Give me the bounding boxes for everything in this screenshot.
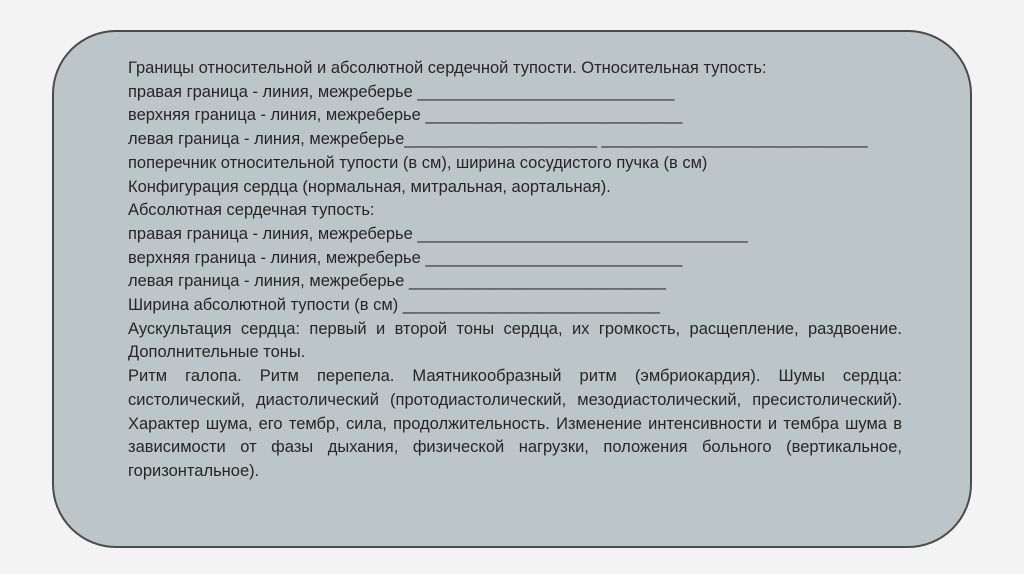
absolute-width-line: Ширина абсолютной тупости (в см) ____________________________: [128, 296, 660, 315]
relative-upper-border-line: верхняя граница - линия, межреберье ____________________________: [128, 106, 683, 125]
auscultation-paragraph: Аускультация сердца: первый и второй тоны сердца, их громкость, расщепление, раздвоение. Дополнительные тоны.: [128, 319, 902, 362]
panel-text: [128, 57, 902, 484]
diameter-line: поперечник относительной тупости (в см), ширина сосудистого пучка (в см): [128, 153, 708, 172]
absolute-left-border-line: левая граница - линия, межреберье ____________________________: [128, 272, 666, 291]
absolute-upper-border-line: верхняя граница - линия, межреберье ____________________________: [128, 248, 683, 267]
configuration-line: Конфигурация сердца (нормальная, митральная, аортальная).: [128, 177, 611, 196]
relative-dullness-heading: Границы относительной и абсолютной сердечной тупости. Относительная тупость:: [128, 59, 767, 77]
gallop-rhythm-paragraph: Ритм галопа. Ритм перепела. Маятникообразный ритм (эмбриокардия). Шумы сердца: систолический, диастолический (протодиастолический, мезодиастолический, пресистолический). Характер шума, его тембр, сила, продолжительность. Изменение интенсивности и тембра шума в зависимости от фазы дыхания, физической нагрузки, положения больного (вертикальное, горизонтальное).: [128, 367, 902, 480]
relative-left-border-line: левая граница - линия, межреберье_____________________ _____________________________: [128, 130, 868, 149]
absolute-dullness-heading: Абсолютная сердечная тупость:: [128, 201, 375, 220]
relative-right-border-line: правая граница - линия, межреберье ____________________________: [128, 82, 675, 101]
absolute-right-border-line: правая граница - линия, межреберье ____________________________________: [128, 224, 748, 243]
